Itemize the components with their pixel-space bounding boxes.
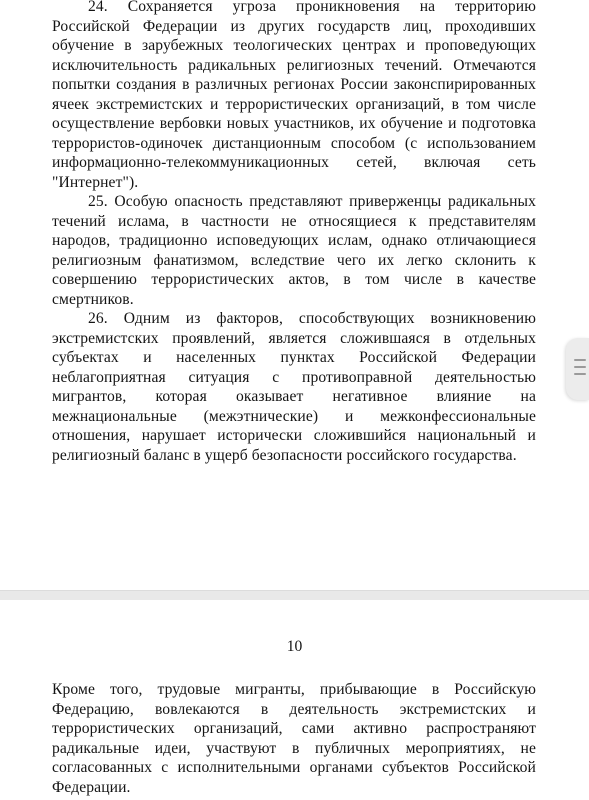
drag-lines-icon <box>574 359 586 379</box>
page-text-block <box>52 680 536 797</box>
page-number: 10 <box>286 638 303 655</box>
paragraph-continuation: Кроме того, трудовые мигранты, прибывающие в Российскую Федерацию, вовлекаются в деятельность экстремистских и террористических организаций, сами активно распространяют радикальные идеи, участвуют в публичных мероприятиях, не согласованных с исполнительными органами субъектов Российской Федерации. <box>52 681 536 796</box>
scroll-handle[interactable] <box>566 338 589 400</box>
page-text-block <box>52 0 536 465</box>
paragraph-25: 25. Особую опасность представляют приверженцы радикальных течений ислама, в частности не относящиеся к представителям народов, традиционно исповедующих ислам, однако отличающиеся религиозным фанатизмом, вследствие чего их легко склонить к совершению террористических актов, в том числе в качестве смертников. <box>52 193 536 308</box>
paragraph-24: 24. Сохраняется угроза проникновения на территорию Российской Федерации из других государств лиц, проходивших обучение в зарубежных теологических центрах и проповедующих исключительность радикальных религиозных течений. Отмечаются попытки создания в различных регионах России законспирированных ячеек экстремистских и террористических организаций, в том числе осуществление вербовки новых участников, их обучение и подготовка террористов-одиночек дистанционным способом (с использованием информационно-телекоммуникационных сетей, включая сеть "Интернет"). <box>52 0 536 191</box>
paragraph-26: 26. Одним из факторов, способствующих возникновению экстремистских проявлений, является сложившаяся в отдельных субъектах и населенных пунктах Российской Федерации неблагоприятная ситуация с противоправной деятельностью мигрантов, которая оказывает негативное влияние на межнациональные (межэтнические) и межконфессиональные отношения, нарушает исторически сложившийся национальный и религиозный баланс в ущерб безопасности российского государства. <box>52 310 536 464</box>
document-page-lower <box>0 600 589 800</box>
